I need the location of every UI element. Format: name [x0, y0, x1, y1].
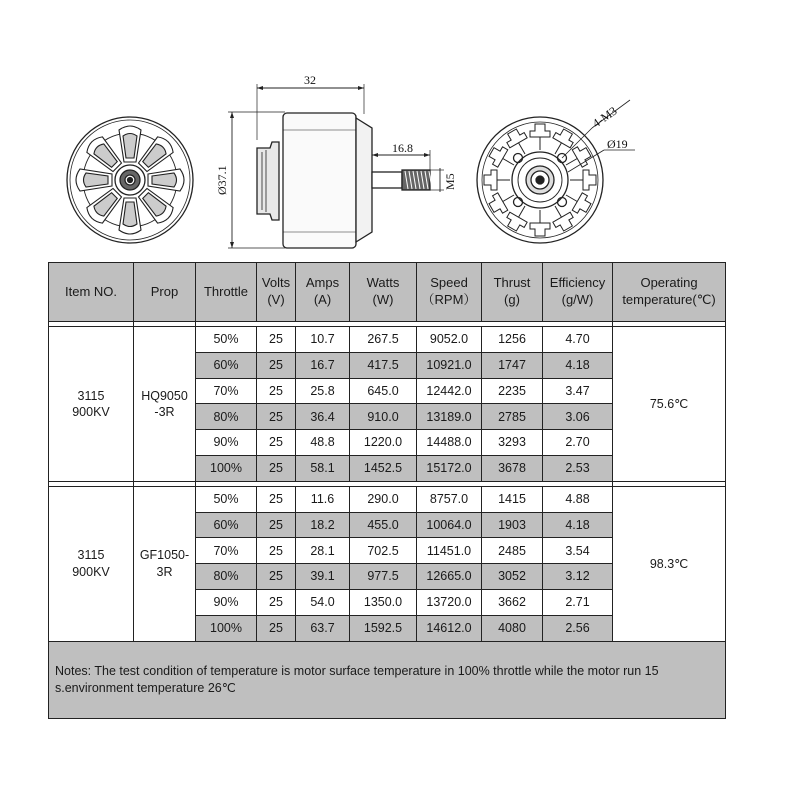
dim-thread-label: M5 [443, 173, 457, 190]
watts-cell: 1350.0 [350, 589, 417, 615]
speed-cell: 14612.0 [417, 615, 482, 641]
efficiency-cell: 3.06 [543, 404, 613, 430]
efficiency-cell: 3.47 [543, 378, 613, 404]
performance-table [48, 262, 726, 719]
amps-cell: 18.2 [296, 512, 350, 538]
dim-holes-label: 4-M3 [589, 103, 620, 131]
prop-cell: HQ9050 -3R [134, 327, 196, 482]
dim-bolt-circle-label: Ø19 [607, 137, 628, 151]
dim-shaft-label: 16.8 [392, 141, 413, 155]
amps-cell: 11.6 [296, 486, 350, 512]
speed-cell: 12442.0 [417, 378, 482, 404]
throttle-cell: 70% [196, 378, 257, 404]
motor-rear-view [477, 100, 635, 243]
watts-cell: 645.0 [350, 378, 417, 404]
efficiency-cell: 4.70 [543, 327, 613, 353]
header-thrust: Thrust (g) [482, 263, 543, 322]
thrust-cell: 2485 [482, 538, 543, 564]
header-amps: Amps (A) [296, 263, 350, 322]
speed-cell: 8757.0 [417, 486, 482, 512]
throttle-cell: 60% [196, 512, 257, 538]
motor-side-view [228, 84, 444, 248]
volts-cell: 25 [257, 589, 296, 615]
header-prop: Prop [134, 263, 196, 322]
thrust-cell: 1747 [482, 352, 543, 378]
watts-cell: 455.0 [350, 512, 417, 538]
speed-cell: 13720.0 [417, 589, 482, 615]
header-efficiency: Efficiency (g/W) [543, 263, 613, 322]
volts-cell: 25 [257, 564, 296, 590]
throttle-cell: 90% [196, 589, 257, 615]
watts-cell: 417.5 [350, 352, 417, 378]
temperature-cell: 75.6℃ [613, 327, 726, 482]
speed-cell: 11451.0 [417, 538, 482, 564]
efficiency-cell: 2.71 [543, 589, 613, 615]
speed-cell: 9052.0 [417, 327, 482, 353]
efficiency-cell: 3.54 [543, 538, 613, 564]
amps-cell: 28.1 [296, 538, 350, 564]
throttle-cell: 100% [196, 455, 257, 481]
table-body [49, 322, 726, 642]
efficiency-cell: 3.12 [543, 564, 613, 590]
efficiency-cell: 2.53 [543, 455, 613, 481]
header-volts: Volts (V) [257, 263, 296, 322]
thrust-cell: 3293 [482, 430, 543, 456]
amps-cell: 36.4 [296, 404, 350, 430]
throttle-cell: 50% [196, 327, 257, 353]
amps-cell: 58.1 [296, 455, 350, 481]
volts-cell: 25 [257, 486, 296, 512]
motor-front-view [67, 117, 193, 243]
thrust-cell: 3052 [482, 564, 543, 590]
dim-diameter-label: Ø37.1 [215, 165, 229, 195]
amps-cell: 10.7 [296, 327, 350, 353]
watts-cell: 977.5 [350, 564, 417, 590]
header-watts: Watts (W) [350, 263, 417, 322]
speed-cell: 15172.0 [417, 455, 482, 481]
speed-cell: 10064.0 [417, 512, 482, 538]
efficiency-cell: 4.88 [543, 486, 613, 512]
throttle-cell: 90% [196, 430, 257, 456]
throttle-cell: 60% [196, 352, 257, 378]
watts-cell: 910.0 [350, 404, 417, 430]
amps-cell: 54.0 [296, 589, 350, 615]
drawings-svg [0, 0, 800, 262]
speed-cell: 10921.0 [417, 352, 482, 378]
thrust-cell: 3662 [482, 589, 543, 615]
thrust-cell: 4080 [482, 615, 543, 641]
header-speed: Speed （RPM） [417, 263, 482, 322]
watts-cell: 1592.5 [350, 615, 417, 641]
volts-cell: 25 [257, 352, 296, 378]
volts-cell: 25 [257, 327, 296, 353]
efficiency-cell: 4.18 [543, 512, 613, 538]
table-row [49, 327, 726, 353]
volts-cell: 25 [257, 538, 296, 564]
watts-cell: 1452.5 [350, 455, 417, 481]
notes-text: Notes: The test condition of temperature is motor surface temperature in 100% throttle while the motor run 15 s.environment temperature 26℃ [49, 641, 726, 718]
throttle-cell: 80% [196, 404, 257, 430]
efficiency-cell: 2.56 [543, 615, 613, 641]
amps-cell: 39.1 [296, 564, 350, 590]
volts-cell: 25 [257, 404, 296, 430]
throttle-cell: 80% [196, 564, 257, 590]
header-temperature: Operating temperature(℃) [613, 263, 726, 322]
volts-cell: 25 [257, 378, 296, 404]
dim-length-label: 32 [304, 73, 316, 87]
amps-cell: 16.7 [296, 352, 350, 378]
watts-cell: 1220.0 [350, 430, 417, 456]
header-throttle: Throttle [196, 263, 257, 322]
watts-cell: 702.5 [350, 538, 417, 564]
amps-cell: 25.8 [296, 378, 350, 404]
motor-drawings [0, 0, 800, 262]
thrust-cell: 2235 [482, 378, 543, 404]
amps-cell: 48.8 [296, 430, 350, 456]
amps-cell: 63.7 [296, 615, 350, 641]
table-header-row [49, 263, 726, 322]
header-item: Item NO. [49, 263, 134, 322]
speed-cell: 13189.0 [417, 404, 482, 430]
table-row [49, 486, 726, 512]
thrust-cell: 1256 [482, 327, 543, 353]
item-number-cell: 3115 900KV [49, 327, 134, 482]
volts-cell: 25 [257, 455, 296, 481]
item-number-cell: 3115 900KV [49, 486, 134, 641]
thrust-cell: 1903 [482, 512, 543, 538]
thrust-cell: 3678 [482, 455, 543, 481]
throttle-cell: 50% [196, 486, 257, 512]
efficiency-cell: 4.18 [543, 352, 613, 378]
thrust-cell: 2785 [482, 404, 543, 430]
speed-cell: 14488.0 [417, 430, 482, 456]
efficiency-cell: 2.70 [543, 430, 613, 456]
prop-cell: GF1050- 3R [134, 486, 196, 641]
speed-cell: 12665.0 [417, 564, 482, 590]
volts-cell: 25 [257, 512, 296, 538]
thrust-cell: 1415 [482, 486, 543, 512]
volts-cell: 25 [257, 615, 296, 641]
throttle-cell: 70% [196, 538, 257, 564]
watts-cell: 290.0 [350, 486, 417, 512]
throttle-cell: 100% [196, 615, 257, 641]
volts-cell: 25 [257, 430, 296, 456]
watts-cell: 267.5 [350, 327, 417, 353]
temperature-cell: 98.3℃ [613, 486, 726, 641]
notes-row [49, 641, 726, 718]
